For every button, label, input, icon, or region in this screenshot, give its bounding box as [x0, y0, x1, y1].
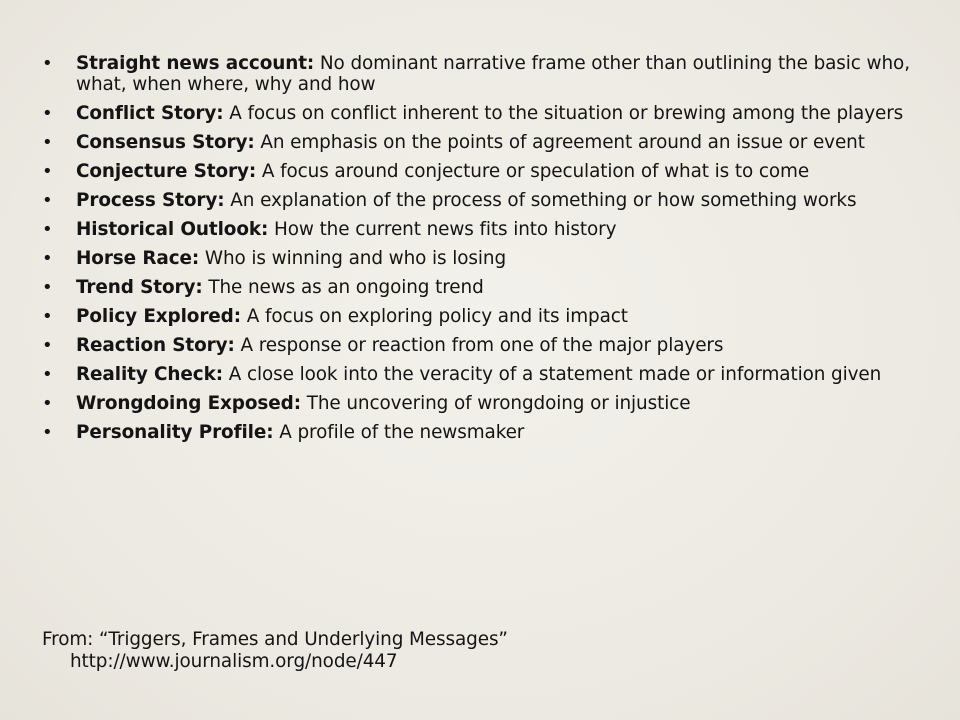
bullet-term: Consensus Story: — [76, 131, 255, 153]
bullet-item-conflict-story — [42, 104, 932, 125]
bullet-description: An explanation of the process of something or how something works — [224, 189, 857, 211]
bullet-icon: • — [42, 160, 53, 182]
bullet-item-personality-profile — [42, 423, 932, 444]
bullet-icon: • — [42, 102, 53, 124]
bullet-description: How the current news fits into history — [268, 218, 617, 240]
bullet-item-historical-outlook — [42, 220, 932, 241]
bullet-item-reality-check — [42, 365, 932, 386]
bullet-description: The uncovering of wrongdoing or injustice — [300, 392, 691, 414]
bullet-icon: • — [42, 392, 53, 414]
bullet-term: Horse Race: — [76, 247, 200, 269]
bullet-description: The news as an ongoing trend — [202, 276, 484, 298]
bullet-list — [42, 54, 932, 452]
bullet-icon: • — [42, 276, 53, 298]
bullet-term: Reality Check: — [76, 363, 223, 385]
bullet-term: Policy Explored: — [76, 305, 242, 327]
bullet-item-consensus-story — [42, 133, 932, 154]
bullet-description: Who is winning and who is losing — [199, 247, 507, 269]
bullet-term: Wrongdoing Exposed: — [76, 392, 301, 414]
bullet-item-wrongdoing-exposed — [42, 394, 932, 415]
bullet-icon: • — [42, 305, 53, 327]
bullet-icon: • — [42, 131, 53, 153]
bullet-description: A close look into the veracity of a statement made or information given — [222, 363, 882, 385]
bullet-description: A focus around conjecture or speculation of what is to come — [256, 160, 810, 182]
bullet-term: Process Story: — [76, 189, 225, 211]
bullet-term: Trend Story: — [76, 276, 203, 298]
bullet-item-reaction-story — [42, 336, 932, 357]
bullet-term: Conflict Story: — [76, 102, 224, 124]
bullet-description: An emphasis on the points of agreement around an issue or event — [254, 131, 865, 153]
bullet-description: No dominant narrative frame other than outlining the basic who, what, when where, why and how — [76, 53, 910, 95]
bullet-item-straight-news — [42, 54, 932, 95]
bullet-term: Conjecture Story: — [76, 160, 257, 182]
bullet-item-trend-story — [42, 278, 932, 299]
bullet-term: Reaction Story: — [76, 334, 235, 356]
bullet-item-policy-explored — [42, 307, 932, 328]
bullet-description: A response or reaction from one of the major players — [234, 334, 724, 356]
bullet-term: Straight news account: — [76, 53, 315, 74]
bullet-description: A focus on exploring policy and its impact — [241, 305, 628, 327]
bullet-icon: • — [42, 218, 53, 240]
source-url: http://www.journalism.org/node/447 — [70, 651, 398, 672]
bullet-icon: • — [42, 247, 53, 269]
bullet-term: Personality Profile: — [76, 421, 274, 443]
bullet-description: A profile of the newsmaker — [273, 421, 525, 443]
bullet-icon: • — [42, 363, 53, 385]
bullet-icon: • — [42, 334, 53, 356]
bullet-icon: • — [42, 53, 53, 74]
bullet-item-horse-race — [42, 249, 932, 270]
bullet-icon: • — [42, 421, 53, 443]
bullet-item-conjecture-story — [42, 162, 932, 183]
bullet-description: A focus on conflict inherent to the situation or brewing among the players — [223, 102, 904, 124]
bullet-item-process-story — [42, 191, 932, 212]
source-citation — [42, 629, 922, 673]
bullet-term: Historical Outlook: — [76, 218, 269, 240]
bullet-icon: • — [42, 189, 53, 211]
source-line: From: “Triggers, Frames and Underlying Messages” — [42, 629, 508, 650]
